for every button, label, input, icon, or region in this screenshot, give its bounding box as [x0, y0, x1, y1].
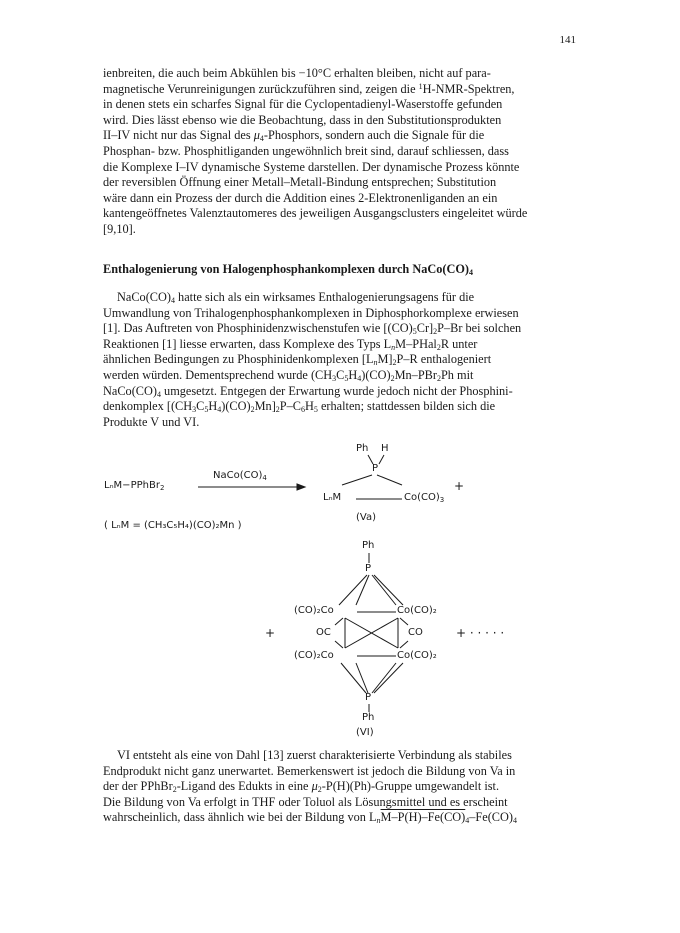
- text-line: [1]. Das Auftreten von Phosphinidenzwischenstufen wie $[(CO)_5Cr]_2P-Br$ bei solchen: [103, 321, 522, 337]
- text-line: kantengeöffnetes Valenztautomeres des jeweiligen Ausgangsclusters eingeleitet würde: [103, 206, 528, 221]
- va-bond-p-co: [377, 475, 402, 485]
- vi-cobalt-bottom-left: (CO)₂Co: [294, 650, 334, 661]
- vi-p-bottom-label: P: [365, 692, 372, 703]
- text-line: ienbreiten, die auch beim Abkühlen bis −10°C erhalten bleiben, nicht auf para-: [103, 66, 491, 80]
- vi-edge: [372, 575, 396, 605]
- vi-bond-bridging-co: [400, 618, 408, 625]
- text-line: der der PPhBr$_2$-Ligand des Edukts in eine $\mu_2-P(H)(Ph)$-Gruppe umgewandelt ist.: [103, 779, 500, 795]
- text-line: magnetische Verunreinigungen zurückzuführen sind, zeigen die $^1$H-NMR-Spektren,: [103, 81, 515, 96]
- va-p-label: P: [372, 463, 379, 474]
- vi-ph-bottom-label: Ph: [362, 712, 375, 723]
- text-line: [9,10].: [103, 221, 136, 236]
- text-line: wahrscheinlich, dass ähnlich wie bei der Bildung von $L_nM-P(H)-Fe(CO)_4-Fe(CO)_4$: [103, 810, 517, 826]
- text-line: in denen stets ein scharfes Signal für die Cyclopentadienyl-Waserstoffe gefunden: [103, 97, 503, 112]
- text-line: Reaktionen [1] liesse erwarten, dass Komplexe des Typs $L_nM-PHal_2R$ unter: [103, 336, 478, 352]
- plus-sign: +: [454, 479, 465, 493]
- page-number: 141: [559, 34, 576, 46]
- text-line: Endprodukt nicht ganz unerwartet. Bemerkenswert ist jedoch die Bildung von Va in: [103, 763, 516, 778]
- text-line: die Komplexe I–IV dynamische Systeme darstellen. Der dynamische Prozess könnte: [103, 159, 520, 174]
- text-line: Phosphan- bzw. Phosphitliganden ungewöhnlich breit sind, darauf schliessen, dass: [103, 143, 509, 158]
- vi-bond-bridging-co: [335, 618, 343, 625]
- vi-bridging-oc: OC: [316, 627, 331, 638]
- text-line: wäre dann ein Prozess der durch die Addition eines 2-Elektronenliganden an ein: [103, 190, 498, 205]
- text-line: II–IV nicht nur das Signal des $\mu_4$-Phosphors, sondern auch die Signale für die: [103, 128, 485, 144]
- text-line: Umwandlung von Trihalogenphosphankomplexen in Diphosphorkomplexe erwiesen: [103, 305, 519, 320]
- text-line: ähnlichen Bedingungen zu Phosphinidenkomplexen $[L_nM]_2P-R$ enthalogeniert: [103, 352, 492, 368]
- text-line: $NaCo(CO)_4$ hatte sich als ein wirksames Enthalogenierungsagens für die: [117, 290, 475, 305]
- va-lnm-label: LₙM: [323, 492, 342, 503]
- reaction-arrowhead: [297, 484, 305, 490]
- text-line: Produkte V und VI.: [103, 414, 200, 429]
- vi-edge: [372, 663, 396, 693]
- ligand-definition: ( LₙM = (CH₃C₅H₄)(CO)₂Mn ): [104, 520, 242, 531]
- vi-edge: [374, 663, 403, 693]
- va-bond-h-p: [379, 455, 384, 464]
- va-cobalt-label: $Co(CO)_3$: [404, 492, 445, 504]
- reagent-formula: $NaCo(CO)_4$: [213, 470, 267, 482]
- va-h-label: H: [381, 443, 389, 454]
- va-bond-p-mn: [342, 475, 372, 485]
- text-line: $NaCo(CO)_4$ umgesetzt. Entgegen der Erwartung wurde jedoch nicht der Phosphini-: [103, 383, 513, 399]
- va-ph-label: Ph: [356, 443, 369, 454]
- vi-cobalt-top-right: Co(CO)₂: [397, 605, 437, 616]
- vi-compound-label: (VI): [356, 727, 374, 738]
- text-line: wird. Dies lässt ebenso wie die Beobachtung, dass in den Substitutionsprodukten: [103, 112, 502, 127]
- plus-more-products: + · · · · ·: [456, 626, 505, 640]
- vi-p-top-label: P: [365, 563, 372, 574]
- vi-ph-top-label: Ph: [362, 540, 375, 551]
- vi-bond-bridging-co: [335, 641, 343, 648]
- text-line: VI entsteht als eine von Dahl [13] zuerst charakterisierte Verbindung als stabiles: [117, 748, 512, 762]
- va-compound-label: (Va): [356, 512, 376, 523]
- section-heading: Enthalogenierung von Halogenphosphankomplexen durch $NaCo(CO)_4$: [103, 262, 474, 277]
- plus-sign: +: [265, 626, 276, 640]
- vi-cobalt-bottom-right: Co(CO)₂: [397, 650, 437, 661]
- text-line: werden würden. Dementsprechend wurde $(CH_3C_5H_4)(CO)_2Mn-PBr_2Ph$ mit: [103, 367, 474, 383]
- vi-cobalt-top-left: (CO)₂Co: [294, 605, 334, 616]
- text-line: der reversiblen Öffnung einer Metall–Metall-Bindung entsprechen; Substitution: [103, 175, 497, 190]
- text-line: denkomplex $[(CH_3C_5H_4)(CO)_2Mn]_2P-C_6H_5$ erhalten; stattdessen bilden sich die: [103, 399, 496, 415]
- vi-edge: [374, 575, 403, 605]
- vi-bridging-co: CO: [408, 627, 423, 638]
- text-line: Die Bildung von Va erfolgt in THF oder Toluol als Lösungsmittel und es erscheint: [103, 794, 508, 809]
- vi-bond-bridging-co: [400, 641, 408, 648]
- paragraph-3: [103, 748, 580, 826]
- reactant-formula: LₙM−PPhBr$_2$: [104, 480, 165, 492]
